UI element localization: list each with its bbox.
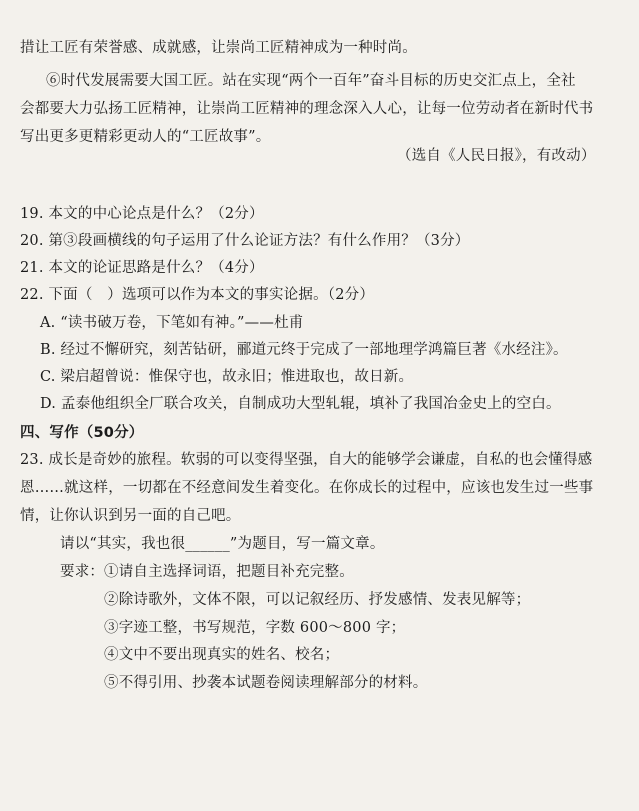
question-23-line-1: 23. 成长是奇妙的旅程。软弱的可以变得坚强，自大的能够学会谦虚，自私的也会懂得感 [20, 452, 593, 468]
question-22: 22. 下面（ ）选项可以作为本文的事实论据。（2分） [20, 287, 375, 303]
question-21: 21. 本文的论证思路是什么？（4分） [20, 260, 264, 276]
option-d: D. 孟泰他组织全厂联合攻关，自制成功大型轧辊，填补了我国冶金史上的空白。 [40, 396, 561, 412]
paragraph-5-tail: 措让工匠有荣誉感、成就感，让崇尚工匠精神成为一种时尚。 [20, 40, 417, 56]
essay-prompt: 请以“其实，我也很______”为题目，写一篇文章。 [60, 536, 385, 552]
option-c: C. 梁启超曾说：惟保守也，故永旧；惟进取也，故日新。 [40, 369, 414, 385]
paragraph-6-line-1: ⑥时代发展需要大国工匠。站在实现“两个一百年”奋斗目标的历史交汇点上，全社 [46, 73, 576, 89]
option-a: A. “读书破万卷，下笔如有神。”——杜甫 [40, 315, 304, 331]
question-23-line-2: 恩……就这样，一切都在不经意间发生着变化。在你成长的过程中，应该也发生过一些事 [20, 480, 594, 496]
requirement-1: ①请自主选择词语，把题目补充完整。 [104, 564, 354, 580]
requirements-label: 要求： [60, 564, 105, 580]
question-19: 19. 本文的中心论点是什么？（2分） [20, 206, 264, 222]
question-20: 20. 第③段画横线的句子运用了什么论证方法？有什么作用？（3分） [20, 233, 470, 249]
requirement-3: ③字迹工整，书写规范，字数 600～800 字； [104, 620, 406, 636]
requirement-5: ⑤不得引用、抄袭本试题卷阅读理解部分的材料。 [104, 675, 428, 691]
requirement-4: ④文中不要出现真实的姓名、校名； [104, 647, 340, 663]
paragraph-6-line-3: 写出更多更精彩更动人的“工匠故事”。 [20, 129, 271, 145]
requirement-2: ②除诗歌外，文体不限，可以记叙经历、抒发感情、发表见解等； [104, 592, 531, 608]
paragraph-6-line-2: 会都要大力弘扬工匠精神，让崇尚工匠精神的理念深入人心，让每一位劳动者在新时代书 [20, 101, 594, 117]
source-note: （选自《人民日报》，有改动） [397, 148, 596, 164]
question-23-line-3: 情，让你认识到另一面的自己吧。 [20, 508, 241, 524]
writing-section-heading: 四、写作（50分） [20, 425, 144, 441]
option-b: B. 经过不懈研究，刻苦钻研，郦道元终于完成了一部地理学鸿篇巨著《水经注》。 [40, 342, 568, 358]
